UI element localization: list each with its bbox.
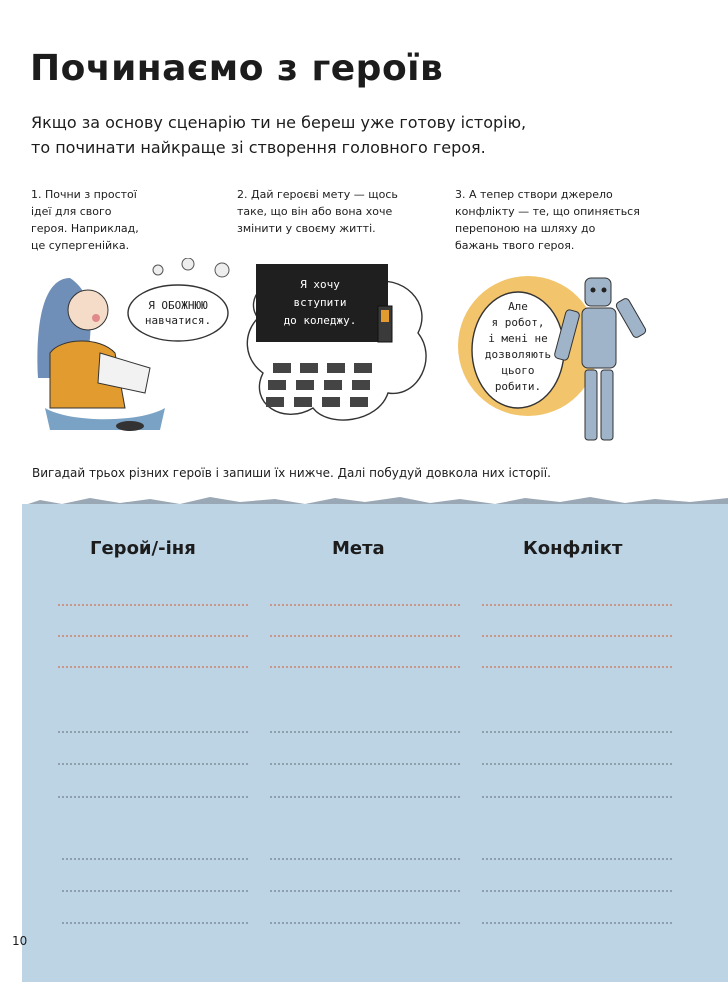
- conflict-write-line[interactable]: [482, 858, 672, 860]
- step-line: героя. Наприклад,: [31, 222, 139, 235]
- bubble-text: дозволяють: [484, 348, 552, 361]
- step-line: це супергенійка.: [31, 239, 130, 252]
- step-line: змінити у своєму житті.: [237, 222, 376, 235]
- bubble-text: я робот,: [491, 316, 545, 329]
- robot-illustration: [448, 258, 668, 458]
- column-header-hero: Герой/-іня: [90, 538, 196, 559]
- step-line: бажань твого героя.: [455, 239, 575, 252]
- step-line: ідеї для свого: [31, 205, 112, 218]
- bubble-text: робити.: [494, 380, 542, 393]
- step-line: таке, що він або вона хоче: [237, 205, 393, 218]
- hero-write-line[interactable]: [58, 731, 248, 733]
- goal-write-line[interactable]: [270, 922, 460, 924]
- conflict-write-line[interactable]: [482, 763, 672, 765]
- step-line: 2. Дай героєві мету — щось: [237, 188, 398, 201]
- hero-write-line[interactable]: [58, 796, 248, 798]
- goal-write-line[interactable]: [270, 858, 460, 860]
- hero-write-line[interactable]: [58, 763, 248, 765]
- hero-write-line[interactable]: [62, 890, 248, 892]
- bubble-text: цього: [501, 364, 535, 377]
- step-line: 3. А тепер створи джерело: [455, 188, 613, 201]
- column-header-conflict: Конфлікт: [523, 538, 623, 559]
- goal-write-line[interactable]: [270, 763, 460, 765]
- step-1-text: [31, 186, 191, 254]
- worksheet-panel: [22, 504, 728, 982]
- conflict-write-line[interactable]: [482, 890, 672, 892]
- goal-write-line[interactable]: [270, 890, 460, 892]
- page-title: Починаємо з героїв: [30, 48, 444, 89]
- hero-write-line[interactable]: [62, 858, 248, 860]
- goal-write-line[interactable]: [270, 604, 460, 606]
- step-3-text: [455, 186, 670, 254]
- conflict-write-line[interactable]: [482, 666, 672, 668]
- step-line: перепоною на шляху до: [455, 222, 596, 235]
- task-instruction: Вигадай трьох різних героїв і запиши їх нижче. Далі побудуй довкола них історії.: [32, 466, 551, 480]
- intro-line: Якщо за основу сценарію ти не береш уже готову історію,: [31, 113, 527, 132]
- conflict-write-line[interactable]: [482, 731, 672, 733]
- goal-write-line[interactable]: [270, 635, 460, 637]
- page-number: 10: [12, 934, 28, 948]
- step-line: 1. Почни з простої: [31, 188, 137, 201]
- conflict-write-line[interactable]: [482, 604, 672, 606]
- chalkboard-text: Я хочу: [300, 278, 340, 291]
- speech-bubble: [128, 285, 228, 341]
- girl-reading-illustration: [30, 258, 230, 438]
- goal-write-line[interactable]: [270, 731, 460, 733]
- hero-write-line[interactable]: [58, 635, 248, 637]
- hero-write-line[interactable]: [58, 604, 248, 606]
- conflict-write-line[interactable]: [482, 796, 672, 798]
- conflict-write-line[interactable]: [482, 922, 672, 924]
- bubble-text: Я ОБОЖНЮЮ: [148, 299, 208, 312]
- hero-write-line[interactable]: [58, 666, 248, 668]
- column-header-goal: Мета: [332, 538, 385, 559]
- chalkboard-text: до коледжу.: [283, 314, 357, 327]
- bubble-text: і мені не: [488, 332, 548, 345]
- intro-line: то починати найкраще зі створення головного героя.: [31, 138, 486, 157]
- goal-write-line[interactable]: [270, 666, 460, 668]
- bubble-text: Але: [508, 300, 528, 313]
- chalkboard-text: вступити: [293, 296, 347, 309]
- intro-paragraph: [31, 110, 711, 160]
- step-line: конфлікту — те, що опиняється: [455, 205, 640, 218]
- conflict-write-line[interactable]: [482, 635, 672, 637]
- step-2-text: [237, 186, 432, 237]
- classroom-illustration: [238, 258, 438, 438]
- bubble-text: навчатися.: [144, 314, 212, 327]
- goal-write-line[interactable]: [270, 796, 460, 798]
- hero-write-line[interactable]: [62, 922, 248, 924]
